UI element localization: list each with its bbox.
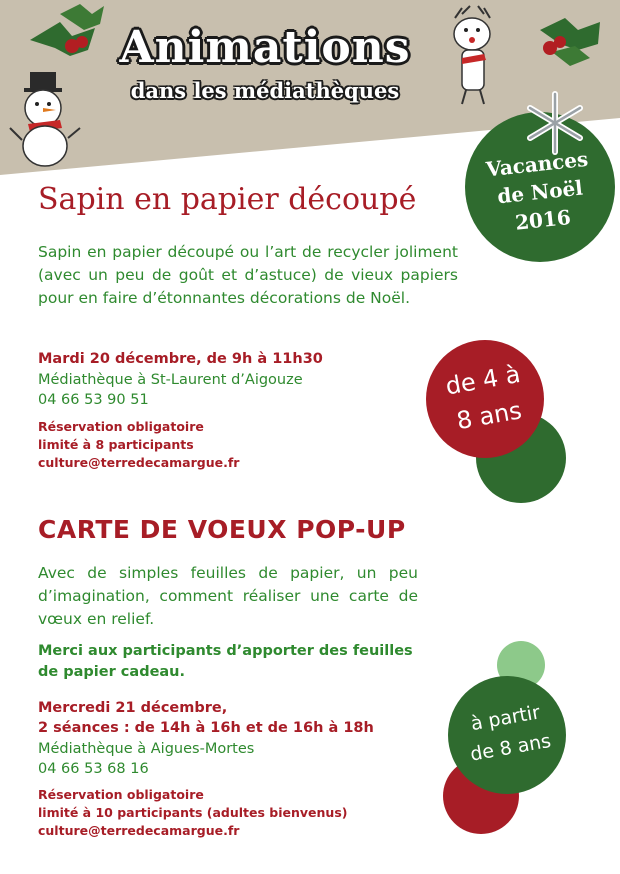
event2-date-line2: 2 séances : de 14h à 16h et de 16h à 18h [38,720,374,736]
event1-date: Mardi 20 décembre, de 9h à 11h30 [38,351,323,367]
event2-title: CARTE DE VOEUX POP-UP [38,515,406,544]
vacances-badge-text [466,143,614,241]
badge-line-2: de Noël [496,175,584,209]
event2-phone: 04 66 53 68 16 [38,761,149,777]
event1-title: Sapin en papier découpé [38,182,417,217]
page-subtitle: dans les médiathèques [130,78,400,103]
event2-limit: limité à 10 participants (adultes bienvenus) [38,805,348,820]
event1-limit: limité à 8 participants [38,437,194,452]
page-title: Animations [119,22,411,73]
event2-email[interactable]: culture@terredecamargue.fr [38,823,240,838]
event2-thanks: Merci aux participants d’apporter des feuilles de papier cadeau. [38,643,413,680]
event1-description: Sapin en papier découpé ou l’art de recycler joliment (avec un peu de goût et d’astuce) de vieux papiers pour en faire d’étonnantes décorations de Noël. [38,243,458,307]
event2-description: Avec de simples feuilles de papier, un peu d’imagination, comment réaliser une carte de vœux en relief. [38,564,418,628]
event1-reservation: Réservation obligatoire [38,419,204,434]
event1-email[interactable]: culture@terredecamargue.fr [38,455,240,470]
age-1-line-1: de 4 à [443,359,523,401]
event2-reservation: Réservation obligatoire [38,787,204,802]
badge-line-3: 2016 [513,205,572,235]
age-2-line-1: à partir [469,701,542,736]
event1-phone: 04 66 53 90 51 [38,392,149,408]
age-1-line-2: 8 ans [454,396,524,436]
event2-place: Médiathèque à Aigues-Mortes [38,741,255,757]
badge-line-1: Vacances [484,146,590,182]
age-2-line-2: de 8 ans [468,729,553,766]
event1-place: Médiathèque à St-Laurent d’Aigouze [38,372,303,388]
event2-date-line1: Mercredi 21 décembre, [38,700,228,716]
